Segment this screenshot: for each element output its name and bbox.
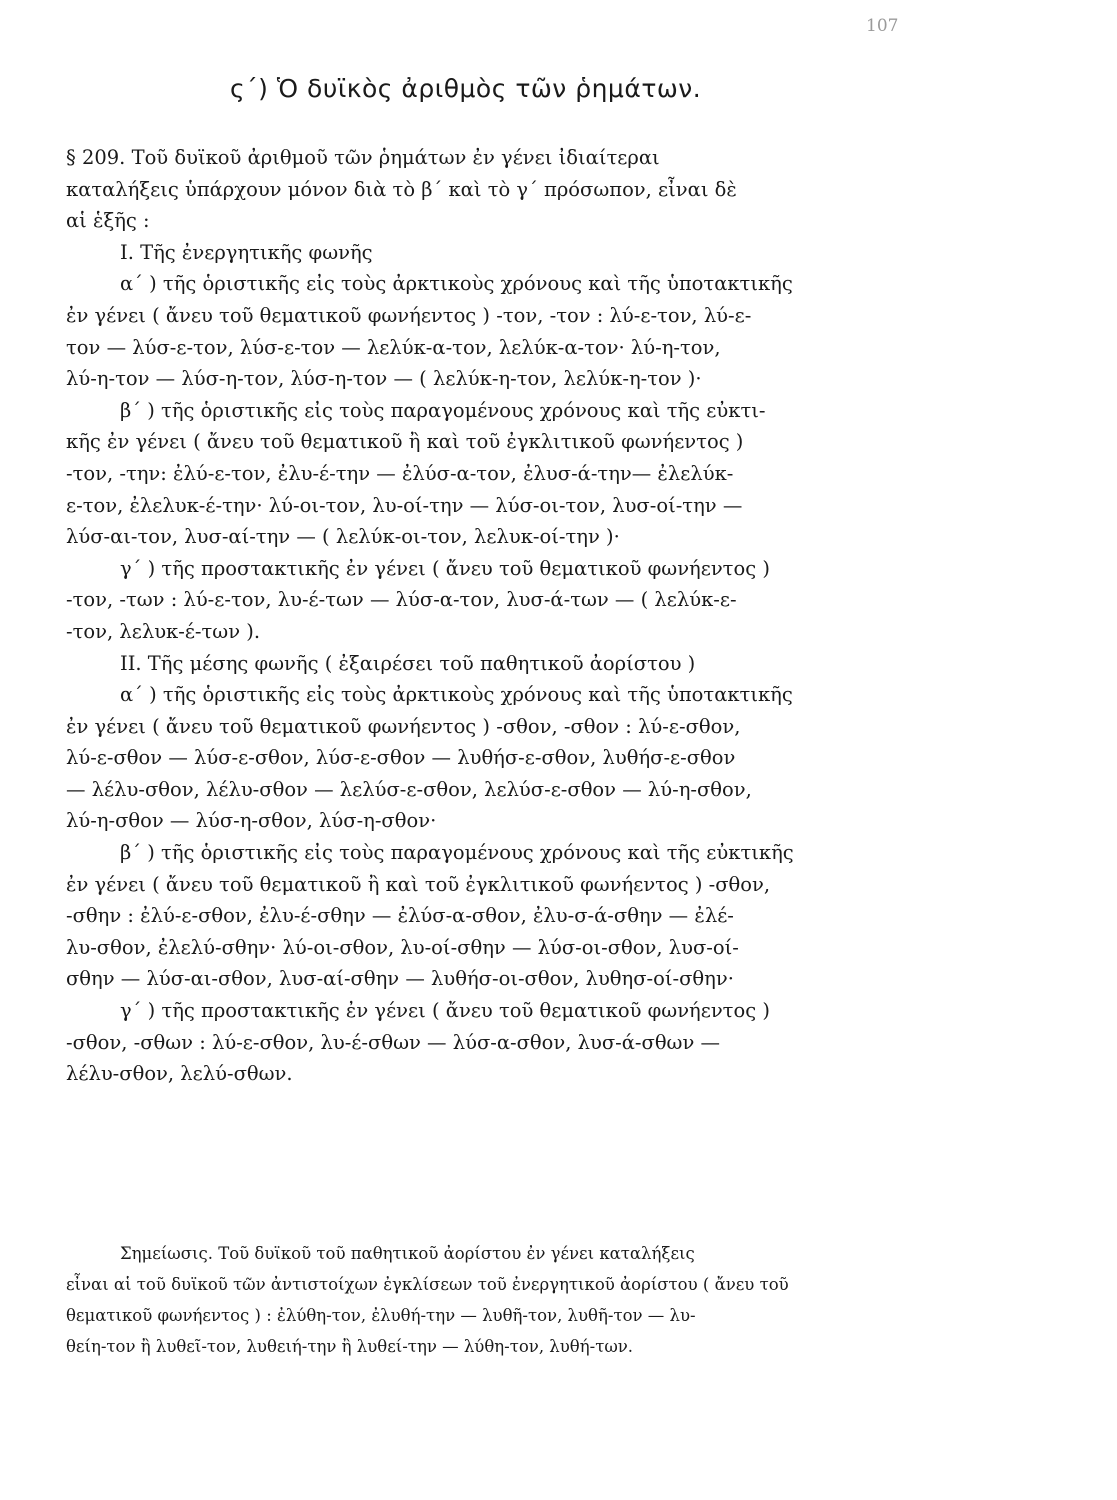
text-line: ἐν γένει ( ἄνευ τοῦ θεματικοῦ φωνήεντος ) -τον, -τον : λύ-ε-τον, λύ-ε- [66, 303, 752, 327]
subsection-heading: II. Τῆς μέσης φωνῆς ( ἐξαιρέσει τοῦ παθητικοῦ ἀορίστου ) [120, 651, 696, 675]
text-line: ε-τον, ἐλελυκ-έ-την· λύ-οι-τον, λυ-οί-την — λύσ-οι-τον, λυσ-οί-την — [66, 493, 743, 517]
text-line: -τον, -των : λύ-ε-τον, λυ-έ-των — λύσ-α-τον, λυσ-ά-των — ( λελύκ-ε- [66, 588, 737, 612]
note-block [66, 1238, 919, 1362]
text-line: λύσ-αι-τον, λυσ-αί-την — ( λελύκ-οι-τον, λελυκ-οί-την )· [66, 525, 620, 549]
note-line: θεματικοῦ φωνήεντος ) : ἐλύθη-τον, ἐλυθή-την — λυθῆ-τον, λυθῆ-τον — λυ- [66, 1306, 696, 1325]
text-line: β΄ ) τῆς ὁριστικῆς εἰς τοὺς παραγομένους χρόνους καὶ τῆς εὐκτικῆς [120, 841, 794, 865]
section-heading: ς΄) Ὁ δυϊκὸς ἀριθμὸς τῶν ῥημάτων. [230, 74, 702, 103]
text-line: β΄ ) τῆς ὁριστικῆς εἰς τοὺς παραγομένους χρόνους καὶ τῆς εὐκτι- [120, 398, 766, 422]
note-line: θείη-τον ἢ λυθεῖ-τον, λυθειή-την ἢ λυθεί-την — λύθη-τον, λυθή-των. [66, 1337, 634, 1356]
subsection-heading: I. Τῆς ἐνεργητικῆς φωνῆς [120, 240, 373, 264]
text-line: -τον, -την: ἐλύ-ε-τον, ἐλυ-έ-την — ἐλύσ-α-τον, ἐλυσ-ά-την— ἐλελύκ- [66, 461, 734, 485]
text-line: γ΄ ) τῆς προστακτικῆς ἐν γένει ( ἄνευ τοῦ θεματικοῦ φωνήεντος ) [120, 556, 770, 580]
text-line: τον — λύσ-ε-τον, λύσ-ε-τον — λελύκ-α-τον, λελύκ-α-τον· λύ-η-τον, [66, 335, 721, 359]
note-line: Σημείωσις. Τοῦ δυϊκοῦ τοῦ παθητικοῦ ἀορίστου ἐν γένει καταλήξεις [120, 1244, 695, 1263]
text-line: λύ-η-σθον — λύσ-η-σθον, λύσ-η-σθον· [66, 809, 437, 833]
text-line: κῆς ἐν γένει ( ἄνευ τοῦ θεματικοῦ ἢ καὶ τοῦ ἐγκλιτικοῦ φωνήεντος ) [66, 430, 744, 454]
page-number: 107 [866, 16, 899, 36]
text-line: § 209. Τοῦ δυϊκοῦ ἀριθμοῦ τῶν ῥημάτων ἐν γένει ἰδιαίτεραι [66, 146, 660, 169]
text-line: σθην — λύσ-αι-σθον, λυσ-αί-σθην — λυθήσ-οι-σθον, λυθησ-οί-σθην· [66, 967, 734, 991]
text-line: καταλήξεις ὑπάρχουν μόνον διὰ τὸ β΄ καὶ τὸ γ΄ πρόσωπον, εἶναι δὲ [66, 177, 737, 201]
text-line: λυ-σθον, ἐλελύ-σθην· λύ-οι-σθον, λυ-οί-σθην — λύσ-οι-σθον, λυσ-οί- [66, 935, 739, 959]
text-line: λύ-ε-σθον — λύσ-ε-σθον, λύσ-ε-σθον — λυθήσ-ε-σθον, λυθήσ-ε-σθον [66, 746, 736, 770]
text-line: α΄ ) τῆς ὁριστικῆς εἰς τοὺς ἀρκτικοὺς χρόνους καὶ τῆς ὑποτακτικῆς [120, 683, 793, 707]
text-line: λέλυ-σθον, λελύ-σθων. [66, 1062, 293, 1086]
body-text [66, 142, 919, 1090]
text-line: γ΄ ) τῆς προστακτικῆς ἐν γένει ( ἄνευ τοῦ θεματικοῦ φωνήεντος ) [120, 999, 770, 1023]
note-line: εἶναι αἱ τοῦ δυϊκοῦ τῶν ἀντιστοίχων ἐγκλίσεων τοῦ ἐνεργητικοῦ ἀορίστου ( ἄνευ τοῦ [66, 1275, 789, 1294]
text-line: -σθην : ἐλύ-ε-σθον, ἐλυ-έ-σθην — ἐλύσ-α-σθον, ἐλυ-σ-ά-σθην — ἐλέ- [66, 904, 734, 928]
text-line: α΄ ) τῆς ὁριστικῆς εἰς τοὺς ἀρκτικοὺς χρόνους καὶ τῆς ὑποτακτικῆς [120, 272, 793, 296]
text-line: ἐν γένει ( ἄνευ τοῦ θεματικοῦ φωνήεντος ) -σθον, -σθον : λύ-ε-σθον, [66, 714, 741, 738]
text-line: -σθον, -σθων : λύ-ε-σθον, λυ-έ-σθων — λύσ-α-σθον, λυσ-ά-σθων — [66, 1030, 721, 1054]
text-line: λύ-η-τον — λύσ-η-τον, λύσ-η-τον — ( λελύκ-η-τον, λελύκ-η-τον )· [66, 367, 702, 391]
text-line: αἱ ἑξῆς : [66, 209, 150, 233]
text-line: -τον, λελυκ-έ-των ). [66, 619, 261, 643]
text-line: — λέλυ-σθον, λέλυ-σθον — λελύσ-ε-σθον, λελύσ-ε-σθον — λύ-η-σθον, [66, 777, 752, 801]
text-line: ἐν γένει ( ἄνευ τοῦ θεματικοῦ ἢ καὶ τοῦ ἐγκλιτικοῦ φωνήεντος ) -σθον, [66, 872, 771, 896]
